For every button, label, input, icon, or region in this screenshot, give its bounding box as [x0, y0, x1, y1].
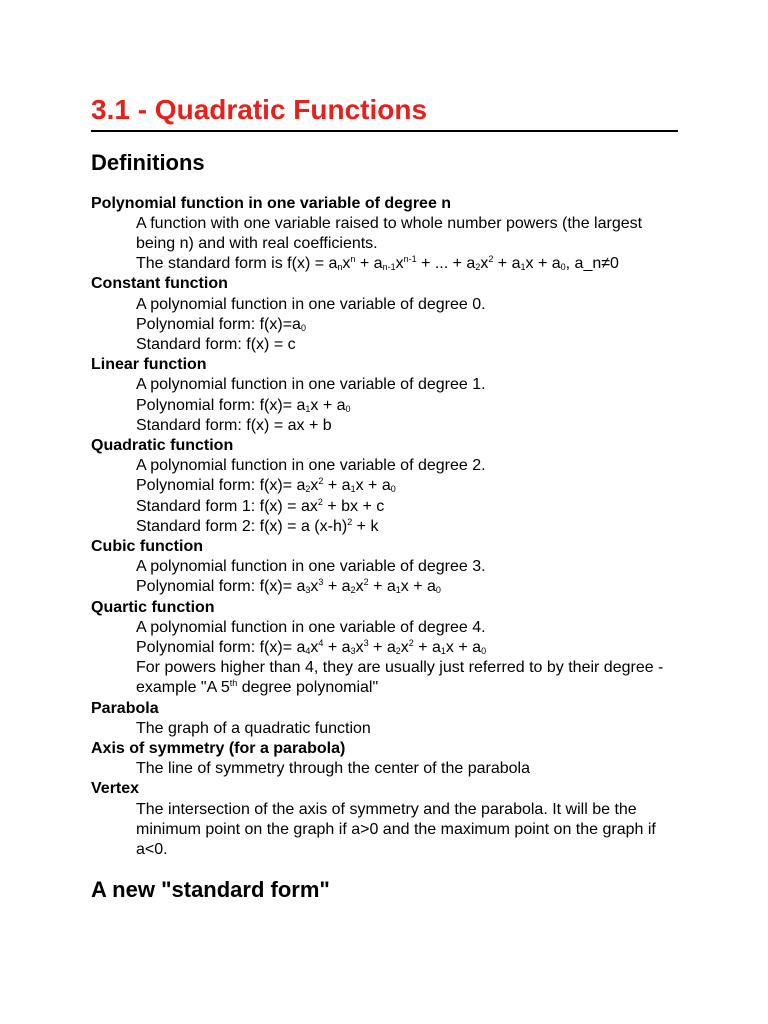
- definition-line: Polynomial form: $f(x)= a_4x^4 + a_3x^3 + a_2x^2 + a_1x + a_0$: [136, 637, 487, 656]
- definition-description: [136, 618, 681, 699]
- definition-line: A polynomial function in one variable of degree 3.: [136, 558, 486, 576]
- definition-term: Quadratic function: [91, 436, 234, 454]
- definition-description: [136, 759, 681, 779]
- definition-line: The line of symmetry through the center of the parabola: [136, 760, 530, 778]
- heading-new-standard-form: A new "standard form": [91, 877, 330, 902]
- definition-line: Standard form 1: $f(x) = ax^2$ + bx + c: [136, 496, 385, 515]
- definition-term: Linear function: [91, 356, 207, 374]
- definition-line: Standard form 2: f(x) = a $(x-h)^2 + k$: [136, 516, 379, 535]
- definition-term: Polynomial function in one variable of degree n: [91, 194, 452, 212]
- definition-line: A polynomial function in one variable of degree 2.: [136, 457, 486, 475]
- definition-line: Standard form: f(x) = c: [136, 335, 296, 353]
- definition-line: A polynomial function in one variable of degree 4.: [136, 618, 486, 636]
- definition-description: [136, 456, 681, 537]
- heading-definitions: Definitions: [91, 150, 205, 175]
- definition-description: [136, 557, 681, 597]
- definition-line: Polynomial form: $f(x)= a_2x^2 + a_1x + a_0$: [136, 476, 396, 495]
- definitions-list: [91, 194, 691, 861]
- definition-description: [136, 800, 681, 861]
- definition-line: The graph of a quadratic function: [136, 719, 371, 737]
- definition-line: For powers higher than 4, they are usually just referred to by their degree - example "A 5th degree polynomial": [136, 659, 664, 697]
- definition-line: Polynomial form: $f(x)= a_3x^3 + a_2x^2 + a_1x + a_0$: [136, 577, 441, 596]
- definition-line: The standard form is $f(x) = a_nx^n + a_{n-1}x^{n-1}$ + ... + $a_2x^2 + a_1x + a_0$, a_n≠0: [136, 254, 619, 273]
- definition-line: A function with one variable raised to whole number powers (the largest being n) and with real coefficients.: [136, 214, 643, 252]
- definition-term: Parabola: [91, 699, 159, 717]
- page-title: 3.1 - Quadratic Functions: [91, 93, 678, 132]
- definition-description: [136, 214, 681, 275]
- definition-description: [136, 719, 681, 739]
- definition-term: Vertex: [91, 780, 140, 798]
- definition-term: Constant function: [91, 275, 228, 293]
- definition-line: Standard form: f(x) = ax + b: [136, 416, 332, 434]
- definition-line: A polynomial function in one variable of degree 0.: [136, 295, 486, 313]
- definition-term: Quartic function: [91, 598, 215, 616]
- definition-line: A polynomial function in one variable of degree 1.: [136, 376, 486, 394]
- definition-term: Cubic function: [91, 537, 203, 555]
- definition-description: [136, 295, 681, 356]
- definition-line: Polynomial form: $f(x)=a_0$: [136, 315, 306, 333]
- definition-line: Polynomial form: $f(x)= a_1x + a_0$: [136, 396, 351, 414]
- definition-line: The intersection of the axis of symmetry and the parabola. It will be the minimum point on the graph if a>0 and the maximum point on the graph if a<0.: [136, 800, 656, 858]
- definition-description: [136, 375, 681, 436]
- definition-term: Axis of symmetry (for a parabola): [91, 739, 346, 757]
